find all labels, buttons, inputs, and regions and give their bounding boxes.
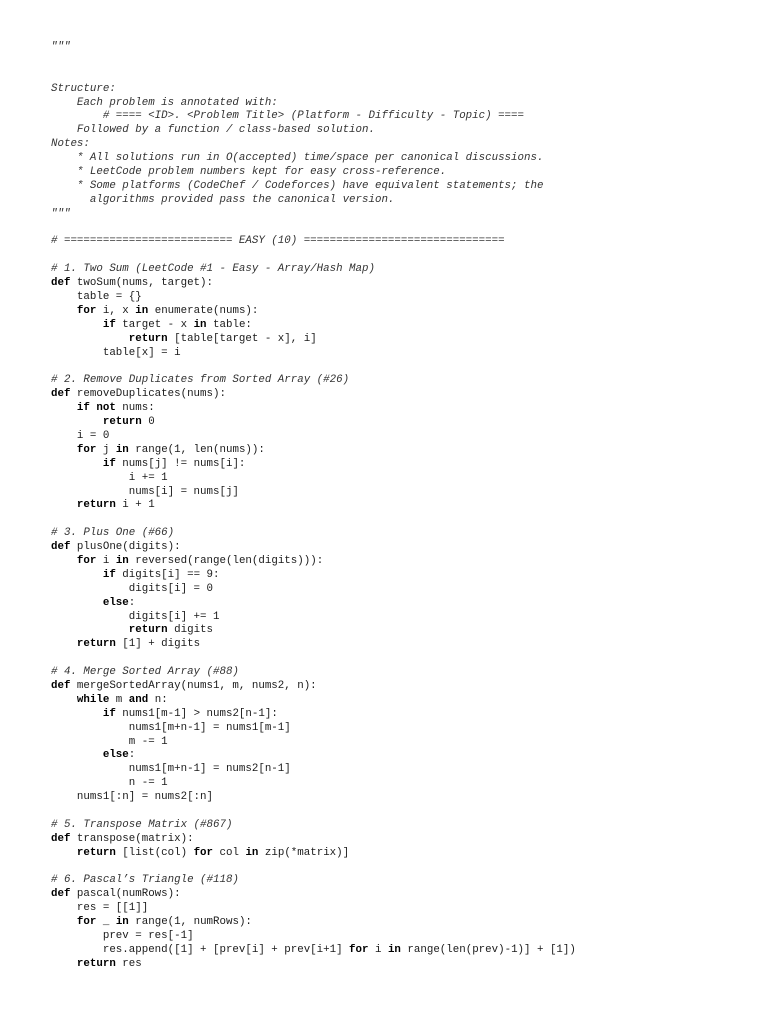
code-line [51, 194, 751, 208]
code-keyword: return [102, 416, 142, 429]
code-line [51, 597, 751, 611]
code-line [51, 263, 751, 277]
code-text: range(1, len(nums)): [128, 443, 265, 456]
code-text: nums1[:n] = nums2[:n] [51, 791, 213, 804]
code-text: pascal(numRows): [70, 888, 181, 901]
code-line [51, 333, 751, 347]
code-text: _ [96, 916, 116, 929]
code-keyword: in [387, 943, 401, 956]
code-text: table: [206, 318, 252, 331]
code-line [51, 638, 751, 652]
code-text: [1] + digits [115, 638, 201, 651]
code-text: col [213, 846, 246, 859]
code-line [51, 41, 751, 55]
code-text: mergeSortedArray(nums1, m, nums2, n): [70, 679, 317, 692]
code-keyword: return [76, 957, 116, 970]
code-text: reversed(range(len(digits))): [128, 554, 324, 567]
code-text: [list(col) [115, 846, 194, 859]
code-line [51, 110, 751, 124]
code-text: table[x] = i [51, 346, 181, 359]
code-keyword: for [76, 304, 97, 317]
code-keyword: in [135, 304, 149, 317]
code-text: res [115, 957, 142, 970]
code-text: digits [167, 624, 214, 637]
code-line [51, 277, 751, 291]
code-keyword: if [102, 318, 116, 331]
code-line [51, 694, 751, 708]
code-keyword: for [193, 846, 214, 859]
code-line [51, 736, 751, 750]
code-line [51, 652, 751, 666]
code-listing [51, 41, 751, 972]
code-line [51, 499, 751, 513]
code-text: res = [[1]] [51, 902, 149, 915]
code-keyword: return [128, 624, 168, 637]
code-keyword: in [115, 916, 129, 929]
code-keyword: def [51, 832, 71, 845]
code-comment: """ [51, 207, 71, 220]
code-line [51, 402, 751, 416]
code-line [51, 291, 751, 305]
code-text: range(1, numRows): [128, 916, 252, 929]
code-text: zip(*matrix)] [258, 846, 350, 859]
code-text [51, 444, 77, 456]
code-line [51, 472, 751, 486]
code-text [51, 569, 103, 581]
code-text [51, 305, 77, 317]
code-keyword: while [76, 693, 110, 706]
code-line [51, 55, 751, 69]
code-text: digits[i] = 0 [51, 582, 213, 595]
code-text: transpose(matrix): [70, 832, 194, 845]
code-keyword: if [102, 568, 116, 581]
code-line [51, 555, 751, 569]
code-line [51, 444, 751, 458]
code-text [51, 597, 103, 609]
code-line [51, 388, 751, 402]
code-text: res.append([1] + [prev[i] + prev[i+1] [51, 943, 350, 956]
code-text [51, 916, 77, 928]
code-line [51, 305, 751, 319]
code-keyword: if [102, 457, 116, 470]
code-keyword: else [102, 596, 129, 609]
code-line [51, 166, 751, 180]
code-text [51, 333, 129, 345]
code-text [51, 847, 77, 859]
code-text [51, 402, 77, 414]
code-text: enumerate(nums): [148, 304, 259, 317]
code-line [51, 749, 751, 763]
code-text: nums1[m-1] > nums2[n-1]: [115, 707, 278, 720]
code-text [51, 499, 77, 511]
code-line [51, 486, 751, 500]
code-text [51, 638, 77, 650]
code-line [51, 97, 751, 111]
code-line [51, 805, 751, 819]
code-text: m -= 1 [51, 735, 168, 748]
code-text [51, 555, 77, 567]
code-keyword: else [102, 749, 129, 762]
code-text: i [368, 943, 388, 956]
code-text: removeDuplicates(nums): [70, 388, 226, 401]
code-text: n -= 1 [51, 777, 168, 790]
code-line [51, 763, 751, 777]
code-line [51, 611, 751, 625]
code-line [51, 138, 751, 152]
code-text [51, 624, 129, 636]
code-line [51, 583, 751, 597]
code-line [51, 874, 751, 888]
code-line [51, 416, 751, 430]
code-keyword: return [76, 499, 116, 512]
code-line [51, 791, 751, 805]
code-text: j [96, 443, 116, 456]
code-text: i += 1 [51, 471, 168, 484]
code-line [51, 69, 751, 83]
code-line [51, 722, 751, 736]
code-comment: # 4. Merge Sorted Array (#88) [51, 666, 239, 679]
code-keyword: in [245, 846, 259, 859]
code-line [51, 360, 751, 374]
code-keyword: def [51, 277, 71, 290]
code-line [51, 902, 751, 916]
code-text: plusOne(digits): [70, 541, 181, 554]
code-text [51, 749, 103, 761]
code-line [51, 944, 751, 958]
code-keyword: return [76, 638, 116, 651]
code-keyword: def [51, 541, 71, 554]
code-line [51, 235, 751, 249]
code-text: i, x [96, 304, 136, 317]
code-text [51, 708, 103, 720]
code-line [51, 958, 751, 972]
code-text: digits[i] == 9: [115, 568, 220, 581]
code-comment: # 2. Remove Duplicates from Sorted Array (#26) [51, 374, 350, 387]
code-comment: # ========================== EASY (10) =============================== [51, 235, 505, 248]
code-keyword: in [115, 443, 129, 456]
code-line [51, 569, 751, 583]
code-text: i + 1 [115, 499, 155, 512]
code-comment: * All solutions run in O(accepted) time/space per canonical discussions. [51, 152, 544, 165]
code-text [51, 694, 77, 706]
code-text: [table[target - x], i] [167, 332, 317, 345]
code-text: i [96, 554, 116, 567]
code-keyword: def [51, 679, 71, 692]
code-text: 0 [141, 416, 155, 429]
code-comment: Notes: [51, 138, 90, 151]
code-comment: """ [51, 41, 71, 53]
code-text: nums1[m+n-1] = nums2[n-1] [51, 763, 291, 776]
code-text [51, 319, 103, 331]
code-keyword: for [349, 943, 369, 956]
code-comment: # 5. Transpose Matrix (#867) [51, 818, 233, 831]
code-line [51, 83, 751, 97]
code-text: m [109, 693, 129, 706]
code-line [51, 888, 751, 902]
code-line [51, 208, 751, 222]
code-line [51, 833, 751, 847]
code-line [51, 124, 751, 138]
code-line [51, 777, 751, 791]
code-comment: # 1. Two Sum (LeetCode #1 - Easy - Array/Hash Map) [51, 263, 375, 276]
code-comment: # ==== <ID>. <Problem Title> (Platform - Difficulty - Topic) ==== [51, 110, 524, 123]
code-line [51, 319, 751, 333]
code-line [51, 624, 751, 638]
code-line [51, 180, 751, 194]
code-line [51, 222, 751, 236]
code-keyword: return [76, 846, 116, 859]
code-line [51, 680, 751, 694]
code-comment: * Some platforms (CodeChef / Codeforces) have equivalent statements; the [51, 179, 544, 192]
code-line [51, 527, 751, 541]
code-text: i = 0 [51, 429, 110, 442]
code-line [51, 374, 751, 388]
code-line [51, 666, 751, 680]
code-text [51, 458, 103, 470]
code-keyword: for [76, 554, 97, 567]
code-text: table = {} [51, 291, 142, 304]
code-keyword: in [115, 554, 129, 567]
code-text [51, 416, 103, 428]
code-text: : [128, 749, 136, 762]
code-keyword: for [76, 916, 97, 929]
code-comment: # 6. Pascal’s Triangle (#118) [51, 874, 239, 887]
code-line [51, 513, 751, 527]
code-keyword: if not [76, 402, 116, 415]
code-text [51, 958, 77, 970]
code-keyword: and [128, 693, 149, 706]
code-line [51, 152, 751, 166]
code-comment: Followed by a function / class-based solution. [51, 124, 375, 137]
code-text: range(len(prev)-1)] + [1]) [400, 943, 576, 956]
code-comment: algorithms provided pass the canonical version. [51, 193, 395, 206]
code-text: prev = res[-1] [51, 930, 194, 942]
code-line [51, 249, 751, 263]
code-line [51, 819, 751, 833]
code-text: nums: [115, 402, 155, 415]
code-text: target - x [115, 318, 194, 331]
code-text: twoSum(nums, target): [70, 277, 213, 290]
code-text: nums1[m+n-1] = nums1[m-1] [51, 721, 291, 734]
code-text: digits[i] += 1 [51, 610, 220, 623]
code-text: n: [148, 693, 168, 706]
code-comment: Each problem is annotated with: [51, 96, 278, 109]
code-keyword: def [51, 888, 71, 901]
code-comment: Structure: [51, 82, 116, 95]
code-keyword: return [128, 332, 168, 345]
code-line [51, 847, 751, 861]
code-text: : [128, 596, 136, 609]
code-line [51, 458, 751, 472]
code-line [51, 541, 751, 555]
code-line [51, 861, 751, 875]
code-comment: * LeetCode problem numbers kept for easy cross-reference. [51, 166, 447, 179]
code-keyword: in [193, 318, 207, 331]
code-line [51, 347, 751, 361]
code-keyword: def [51, 388, 71, 401]
code-text: nums[i] = nums[j] [51, 485, 239, 498]
code-comment: # 3. Plus One (#66) [51, 527, 175, 540]
code-keyword: if [102, 707, 116, 720]
code-line [51, 916, 751, 930]
code-line [51, 930, 751, 944]
code-line [51, 430, 751, 444]
code-keyword: for [76, 443, 97, 456]
code-text: nums[j] != nums[i]: [115, 457, 246, 470]
code-line [51, 708, 751, 722]
